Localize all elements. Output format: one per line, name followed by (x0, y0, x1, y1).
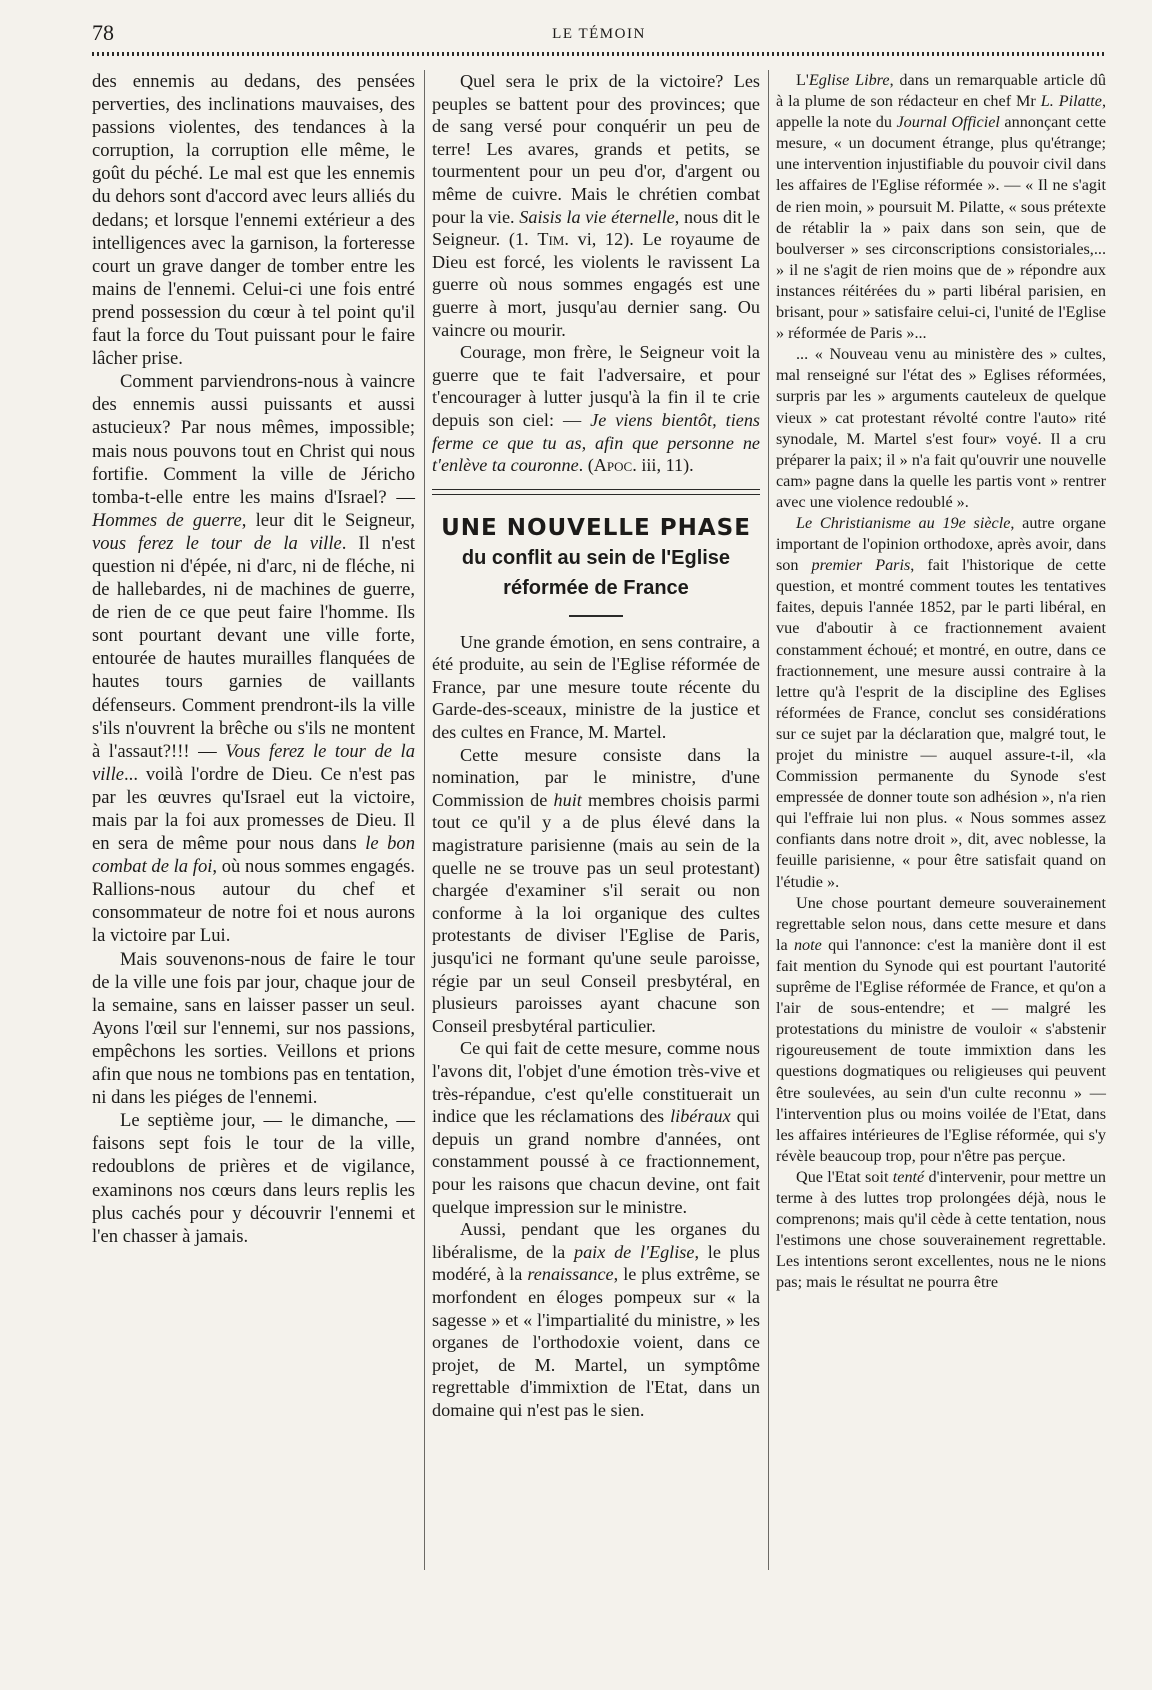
emphasis: note (793, 935, 822, 954)
article-title-line: UNE NOUVELLE PHASE (441, 514, 751, 541)
text-run: Quel sera le prix de la victoire? Les peuples se battent pour des provinces; que de sang versé pour conquérir un peu de terre! Les avares, grands et petits, se tourmentent pour un peu d'or, d'argent ou même de cuivre. Mais le chrétien combat pour la vie. (432, 71, 760, 227)
text-run: Aussi, pendant que les organes du libéralisme, de la (432, 1219, 760, 1262)
emphasis: paix de l'Eglise (573, 1241, 695, 1262)
section-rule (432, 489, 760, 495)
emphasis: premier Paris (811, 556, 911, 575)
column-divider (768, 70, 769, 1570)
column-middle (432, 70, 760, 1421)
title-rule (569, 615, 623, 617)
text-run: Ce qui fait de cette mesure, comme nous l'avons dit, l'objet d'une émotion très-vive et très-répandue, c'est qu'elle constituerait un indice que les réclamations des (432, 1038, 760, 1127)
text-run: , le plus modéré, à la (432, 1241, 760, 1285)
emphasis: le bon combat de la foi (92, 833, 415, 878)
text-run: Cette mesure consiste dans la nomination, par le ministre, d'une Commission de (432, 744, 760, 810)
paragraph (432, 744, 760, 1038)
column-right (776, 70, 1106, 1293)
emphasis: Journal Officiel (896, 113, 1000, 132)
text-run: membres choisis parmi tout ce qu'il y a de plus élevé dans la magistrature parisienne (mais au sein de la quelle ne se trouve pas un seul protestant) chargée d'examiner s'il serait ou non conforme à la loi organique des cultes protestants de diviser l'Eglise de Paris, jusqu'ici ne formant qu'une seule paroisse, régie par un seul Conseil presbytéral, en plusieurs paroisses ayant chacune son Conseil presbytéral particulier. (432, 789, 760, 1036)
paragraph: des ennemis au dedans, des pensées perverties, des inclinations mauvaises, des passions violentes, des tendances à la corruption, la corruption elle même, le goût du péché. Le mal est que les ennemis du dehors sont d'accord avec leurs alliés du dedans; et lorsque l'ennemi extérieur a des intelligences avec la garnison, la forteresse court un grave danger de tomber entre les mains de l'ennemi. Celui-ci une fois entré prend possession du cœur à tel point qu'il faut la force du Tout puissant pour le faire lâcher prise. (92, 71, 415, 370)
text-run: ... voilà l'ordre de Dieu. Ce n'est pas par les œuvres qu'Israel eut la victoire, mais par la foi aux promesses de Dieu. Il en sera de même pour nous dans (92, 763, 415, 855)
paragraph (432, 70, 760, 341)
emphasis: Eglise Libre (808, 71, 890, 89)
emphasis: Je viens bientôt, tiens ferme ce que tu as, afin que personne ne t'enlève ta couronne (432, 409, 760, 476)
text-run: Une chose pourtant demeure souverainement regrettable selon nous, dans cette mesure et dans la (776, 893, 1106, 954)
paragraph (776, 70, 1106, 344)
emphasis: Saisis la vie éternelle (519, 206, 675, 227)
text-run: , le plus extrême, se morfondent en éloges pompeux sur « la sagesse » et « l'impartialité du ministre, » les organes de l'orthodoxie voient, dans ce projet, de M. Martel, un symptôme regrettable d'immixtion de l'Etat, dans un domaine qui n'est pas le sien. (432, 1264, 760, 1420)
emphasis: Le Christianisme au 19e siècle (796, 513, 1011, 532)
paragraph (776, 513, 1106, 893)
text-run: Que l'Etat soit (796, 1167, 893, 1186)
paragraph (432, 341, 760, 477)
header-rule (92, 52, 1106, 56)
text-run: , nous dit le Seigneur. (1. (432, 206, 761, 250)
text-run: , leur dit le Seigneur, (241, 509, 415, 531)
paragraph (432, 1037, 760, 1218)
paragraph (92, 370, 415, 947)
text-run: d'intervenir, pour mettre un terme à des luttes trop prolongées déjà, nous le comprenons; mais qu'il cède à cette tentation, nous l'estimons une chose souverainement regrettable. Les intentions seront excellentes, nous ne le nions pas; mais le résultat ne pourra être (776, 1167, 1106, 1292)
text-run: , dans un remarquable article dû à la plume de son rédacteur en chef Mr (776, 71, 1106, 111)
text-run: . Il n'est question ni d'épée, ni d'arc, ni de fléche, ni de hallebardes, ni de machines de guerre, de rien de ce que peut faire l'homme. Ils sont pourtant devant une ville forte, entourée de hautes murailles flanquées de hautes tours garnies de vaillants défenseurs. Comment prendront-ils la ville s'ils n'ouvrent la brêche ou s'ils ne montent à l'assaut?!!! — (92, 532, 416, 762)
emphasis: tenté (892, 1167, 925, 1186)
text-run: annonçant cette mesure, « un document étrange, plus qu'étrange; une intervention injustifiable du pouvoir civil dans les affaires de l'Eglise réformée ». — « Il ne s'agit de rien moin, » poursuit M. Pilatte, « sous prétexte de rétablir la » paix dans son sein, que de boulverser » ses circonscriptions consistoriales,... » il ne s'agit de rien moins que de » répondre aux instances réitérées du » parti libéral parisien, en brisant, pour » satisfaire celui-ci, l'unité de l'Eglise » réformée de Paris »... (776, 113, 1107, 343)
small-caps: Tim (537, 229, 565, 250)
article-title-line: réformée de France (503, 576, 689, 599)
page-number: 78 (92, 20, 114, 45)
paragraph: ... « Nouveau venu au ministère des » cultes, mal renseigné sur l'état des » Eglises réformées, surpris par les » arguments cauteleux de quelque vieux » cat protestant révolté contre l'auto» rité synodale, M. Martel s'est four» voyé. Il a cru préparer la paix; il » n'a fait qu'ouvrir une nouvelle cam» pagne dans la quelle les partis vont » rentrer avec une violence redoublé ». (776, 345, 1106, 511)
text-run: Comment parviendrons-nous à vaincre des ennemis aussi puissants et aussi astucieux? Par nous mêmes, impossible; mais nous pouvons tout en Christ qui nous fortifie. Comment la ville de Jéricho tomba-t-elle entre les mains d'Israel? — (92, 371, 415, 508)
emphasis: L. Pilatte (1040, 92, 1102, 111)
text-run: L' (796, 71, 809, 89)
paragraph: Le septième jour, — le dimanche, — faisons sept fois le tour de la ville, redoublons de prières et de vigilance, examinons nos cœurs dans leurs replis les plus cachés pour y découvrir l'ennemi et l'en chasser à jamais. (92, 1110, 415, 1247)
article-title-line: du conflit au sein de l'Eglise (461, 546, 731, 569)
paragraph (776, 1167, 1106, 1294)
article-title (432, 513, 760, 603)
column-divider (424, 70, 425, 1570)
paragraph (776, 893, 1106, 1167)
column-left (92, 70, 415, 1248)
emphasis: vous ferez le tour de la ville (92, 532, 342, 554)
text-run: . iii, 11). (632, 455, 694, 476)
emphasis: Hommes de guerre (92, 509, 242, 531)
text-run: , fait l'historique de cette question, et montré comment toutes les tentatives faites, depuis l'année 1852, par le parti libéral, en vue d'aboutir à ce fractionnement avaient constamment échoué; et montré, en outre, dans ce fractionnement, une mesure aussi contraire à la lettre qu'à l'esprit de la discipline des Eglises réformées de France, conclut ses considérations sur ce sujet par la déclaration que, malgré tout, le projet du ministre — auquel assure-t-il, «la Commission permanente du Synode s'est empressée de donner toute son adhésion », n'a rien qui l'effraie lui non plus. « Nous sommes assez confiants dans notre droit », dit, avec noblesse, la feuille parisienne, « pour être satisfait quand on l'étudie ». (776, 556, 1106, 891)
page-header (92, 12, 1106, 52)
text-run: qui depuis un grand nombre d'années, ont constamment poussé à ce fractionnement, pour les raisons que chacun devine, ont fait quelque impression sur le ministre. (432, 1106, 760, 1217)
text-run: . ( (578, 455, 594, 476)
emphasis: renaissance (527, 1264, 614, 1285)
paragraph (432, 1218, 760, 1421)
emphasis: huit (553, 789, 582, 810)
paragraph: Une grande émotion, en sens contraire, a été produite, au sein de l'Eglise réformée de France, par une mesure toute récente du Garde-des-sceaux, ministre de la justice et des cultes en France, M. Martel. (432, 631, 760, 743)
text-run: qui l'annonce: c'est la manière dont il est fait mention du Synode qui est pourtant l'autorité suprême de l'Eglise réformée de France, et qu'on a l'air de sous-entendre; et — malgré les protestations du ministre de vouloir « s'abstenir rigoureusement de toute immixtion dans les questions dogmatiques ou religieuses qui peuvent être soulevées, au sein d'un culte reconnu » — l'intervention plus ou moins voilée de l'Etat, dans les affaires intérieures de l'Eglise réformée, qui s'y révèle beaucoup trop, pour n'être pas perçue. (776, 935, 1106, 1165)
text-run: , autre organe important de l'opinion orthodoxe, après avoir, dans son (776, 513, 1106, 575)
emphasis: Vous ferez le tour de la ville (92, 740, 416, 785)
running-head: LE TÉMOIN (552, 26, 646, 42)
text-run: Courage, mon frère, le Seigneur voit la guerre que te fait l'adversaire, et pour t'encourager à lutter jusqu'à la fin il te crie depuis son ciel: — (432, 342, 760, 430)
text-run: . vi, 12). Le royaume de Dieu est forcé, les violents le ravissent La guerre où nous sommes engagés est une guerre à mort, jusqu'au dernier sang. Ou vaincre ou mourir. (432, 229, 760, 340)
emphasis: libéraux (670, 1106, 731, 1127)
text-run: , appelle la note du (776, 92, 1106, 132)
small-caps: Apoc (593, 455, 633, 476)
paragraph: Mais souvenons-nous de faire le tour de la ville une fois par jour, chaque jour de la semaine, sans en laisser passer un seul. Ayons l'œil sur l'ennemi, sur nos passions, empêchons les sorties. Veillons et prions afin que nous ne tombions pas en tentation, ni dans les piéges de l'ennemi. (92, 948, 415, 1109)
text-run: , où nous sommes engagés. Rallions-nous autour du chef et consommateur de notre foi et nous aurons la victoire par Lui. (92, 856, 415, 947)
